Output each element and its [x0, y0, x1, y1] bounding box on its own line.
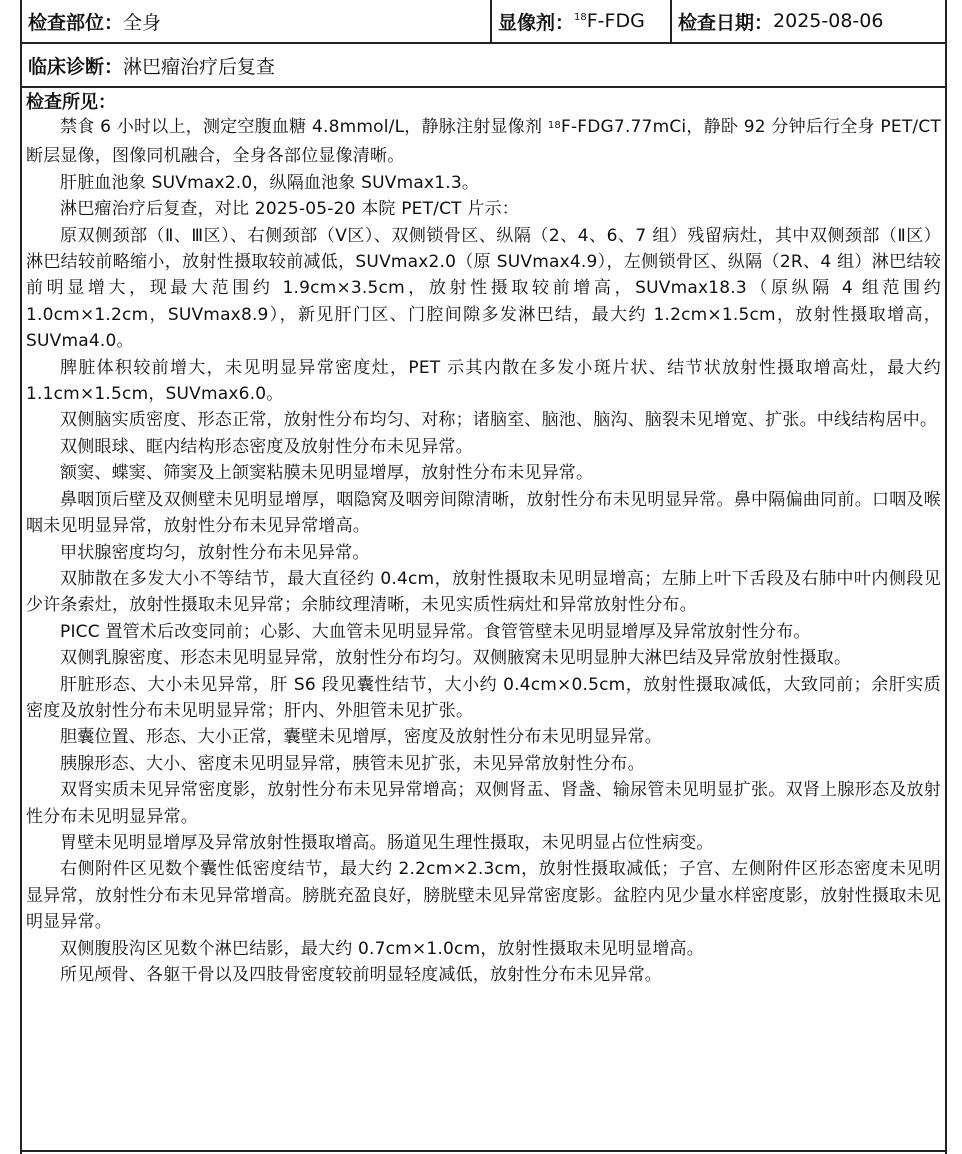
- intro-text-before: 禁食 6 小时以上，测定空腹血糖 4.8mmol/L，静脉注射显像剂: [60, 117, 548, 137]
- finding-paragraph: 双肺散在多发大小不等结节，最大直径约 0.4cm，放射性摄取未见明显增高；左肺上叶下舌段及右肺中叶内侧段见少许条索灶，放射性摄取未见异常；余肺纹理清晰，未见实质性病灶和异常放射性分布。: [26, 568, 941, 616]
- intro-text-after: F-FDG7.77mCi，静卧 92 分钟后行全身 PET/CT 断层显像，图像同机融合，全身各部位显像清晰。: [26, 117, 941, 167]
- finding-paragraph: 额窦、蝶窦、筛窦及上颌窦粘膜未见明显增厚，放射性分布未见异常。: [60, 463, 594, 484]
- exam-part-value: 全身: [123, 11, 162, 34]
- finding-paragraph: 胆囊位置、形态、大小正常，囊壁未见增厚，密度及放射性分布未见明显异常。: [60, 727, 662, 748]
- finding-paragraph: 甲状腺密度均匀，放射性分布未见异常。: [60, 542, 370, 563]
- exam-date-cell: [672, 0, 945, 42]
- findings-intro: [26, 114, 941, 170]
- finding-paragraph: 鼻咽顶后壁及双侧壁未见明显增厚，咽隐窝及咽旁间隙清晰，放射性分布未见明显异常。鼻中隔偏曲同前。口咽及喉咽未见明显异常，放射性分布未见异常增高。: [26, 489, 941, 537]
- finding-paragraph: 双侧眼球、眶内结构形态密度及放射性分布未见异常。: [60, 436, 473, 457]
- tracer-isotope-sup: 18: [574, 11, 587, 23]
- exam-date-label: 检查日期：: [678, 11, 774, 34]
- diagnosis-value: 淋巴瘤治疗后复查: [123, 55, 276, 78]
- findings-paragraphs: [26, 170, 941, 989]
- diagnosis-label: 临床诊断：: [28, 55, 124, 78]
- finding-paragraph: 双侧脑实质密度、形态正常，放射性分布均匀、对称；诸脑室、脑池、脑沟、脑裂未见增宽、扩张。中线结构居中。: [60, 410, 938, 431]
- finding-paragraph: 双侧乳腺密度、形态未见明显异常，放射性分布均匀。双侧腋窝未见明显肿大淋巴结及异常放射性摄取。: [60, 648, 852, 669]
- exam-part-label: 检查部位：: [28, 11, 124, 34]
- tracer-cell: [492, 0, 672, 42]
- intro-isotope-sup: 18: [547, 120, 561, 131]
- finding-paragraph: 右侧附件区见数个囊性低密度结节，最大约 2.2cm×2.3cm，放射性摄取减低；子宫、左侧附件区形态密度未见明显异常，放射性分布未见异常增高。膀胱充盈良好，膀胱壁未见异常密度影。盆腔内见少量水样密度影，放射性摄取未见明显异常。: [26, 859, 941, 933]
- finding-paragraph: 胰腺形态、大小、密度未见明显异常，胰管未见扩张，未见异常放射性分布。: [60, 753, 645, 774]
- finding-paragraph: 脾脏体积较前增大，未见明显异常密度灶，PET 示其内散在多发小斑片状、结节状放射性摄取增高灶，最大约 1.1cm×1.5cm，SUVmax6.0。: [26, 357, 941, 405]
- tracer-label: 显像剂：: [498, 11, 575, 34]
- finding-paragraph: 双侧腹股沟区见数个淋巴结影，最大约 0.7cm×1.0cm，放射性摄取未见明显增高。: [60, 938, 704, 959]
- findings-title: 检查所见：: [26, 92, 116, 113]
- finding-paragraph: PICC 置管术后改变同前；心影、大血管未见明显异常。食管管壁未见明显增厚及异常放射性分布。: [60, 621, 811, 642]
- finding-paragraph: 原双侧颈部（Ⅱ、Ⅲ区）、右侧颈部（Ⅴ区）、双侧锁骨区、纵隔（2、4、6、7 组）残留病灶，其中双侧颈部（Ⅱ区）淋巴结较前略缩小，放射性摄取较前减低，SUVmax2.0（原 SUVmax4.9），左侧锁骨区、纵隔（2R、4 组）淋巴结较前明显增大，现最大范围约 1.9cm×3.5cm，放射性摄取较前增高，SUVmax18.3（原纵隔 4 组范围约 1.0cm×1.2cm，SUVmax8.9），新见肝门区、门腔间隙多发淋巴结，最大约 1.2cm×1.5cm，放射性摄取增高，SUVma4.0。: [26, 225, 941, 352]
- findings-section: [22, 88, 945, 988]
- exam-date-value: 2025-08-06: [773, 10, 884, 32]
- finding-paragraph: 肝脏血池象 SUVmax2.0，纵隔血池象 SUVmax1.3。: [60, 172, 480, 193]
- diagnosis-row: [22, 44, 945, 88]
- header-row: [22, 0, 945, 44]
- finding-paragraph: 淋巴瘤治疗后复查，对比 2025-05-20 本院 PET/CT 片示：: [60, 199, 519, 220]
- finding-paragraph: 所见颅骨、各躯干骨以及四肢骨密度较前明显轻度减低，放射性分布未见异常。: [60, 965, 662, 985]
- bottom-border: [20, 1150, 947, 1152]
- finding-paragraph: 双肾实质未见异常密度影，放射性分布未见异常增高；双侧肾盂、肾盏、输尿管未见明显扩张。双肾上腺形态及放射性分布未见明显异常。: [26, 780, 941, 827]
- exam-part-cell: [22, 0, 492, 42]
- tracer-value: F-FDG: [586, 10, 645, 32]
- finding-paragraph: 肝脏形态、大小未见异常，肝 S6 段见囊性结节，大小约 0.4cm×0.5cm，放射性摄取减低，大致同前；余肝实质密度及放射性分布未见明显异常；肝内、外胆管未见扩张。: [26, 674, 941, 721]
- report-form: [20, 0, 947, 1154]
- finding-paragraph: 胃壁未见明显增厚及异常放射性摄取增高。肠道见生理性摄取，未见明显占位性病变。: [60, 832, 714, 853]
